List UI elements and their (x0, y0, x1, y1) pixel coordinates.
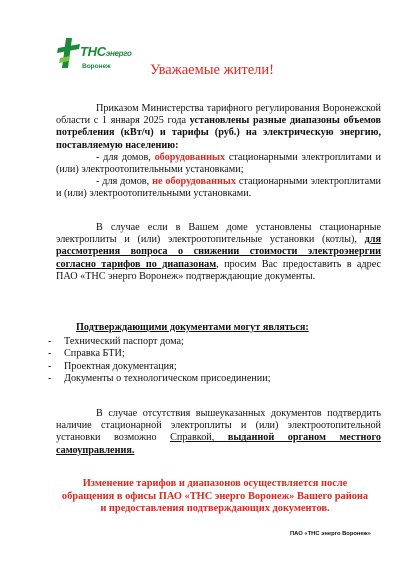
paragraph-certificate: В случае отсутствия вышеуказанных документов подтвердить наличие стационарной электроплиты и (или) электроотопительной установки возможно Справкой, выданной органом местного самоуправления. (56, 408, 381, 456)
logo-mark-icon (56, 36, 82, 70)
logo-brand: ТНСэнерго (80, 44, 132, 59)
documents-list (48, 336, 378, 386)
paragraph-tariffs (56, 103, 381, 201)
list-item: - для домов, оборудованных стационарными электроплитами и (или) электроотопительными установками; (56, 151, 381, 176)
list-item: - Документы о технологическом присоединении; (48, 373, 378, 385)
text-underlined: Справкой, (170, 432, 228, 444)
list-item: - Справка БТИ; (48, 348, 378, 360)
list-item: - для домов, не оборудованных стационарными электроплитами и (или) электроотопительными установками. (56, 176, 381, 200)
signature: ПАО «ТНС энерго Воронеж» (290, 531, 371, 537)
text-bold-underlined: выданной органом местного самоуправления. (56, 432, 381, 456)
documents-heading: Подтверждающими документами могут являться: (76, 322, 309, 333)
text: Приказом Министерства тарифного регулирования Воронежской области с 1 января 2025 года (56, 103, 381, 127)
text-bold-underlined: для рассмотрения вопроса о снижении стоимости электроэнергии согласно тарифов по диапазонам (56, 234, 381, 270)
red-notice: Изменение тарифов и диапазонов осуществляется после обращения в офисы ПАО «ТНС энерго Воронеж» Вашего района и предоставления подтверждающих документов. (61, 478, 369, 515)
page-title: Уважаемые жители! (150, 62, 274, 78)
company-logo (56, 36, 136, 76)
logo-city: Воронеж (82, 63, 111, 70)
list-item: - Проектная документация; (48, 361, 378, 373)
text-bold: установлены разные диапазоны объемов потребления (кВт/ч) и тарифы (руб.) на электрическую энергию, поставляемую населению: (56, 115, 381, 151)
list-item: - Технический паспорт дома; (48, 336, 378, 348)
paragraph-request: В случае если в Вашем доме установлены стационарные электроплиты и (или) электроотопительные установки (котлы), для рассмотрения вопроса о снижении стоимости электроэнергии согласно тарифов по диапазонам, просим Вас предоставить в адрес ПАО «ТНС энерго Воронеж» подтверждающие документы. (56, 222, 381, 282)
